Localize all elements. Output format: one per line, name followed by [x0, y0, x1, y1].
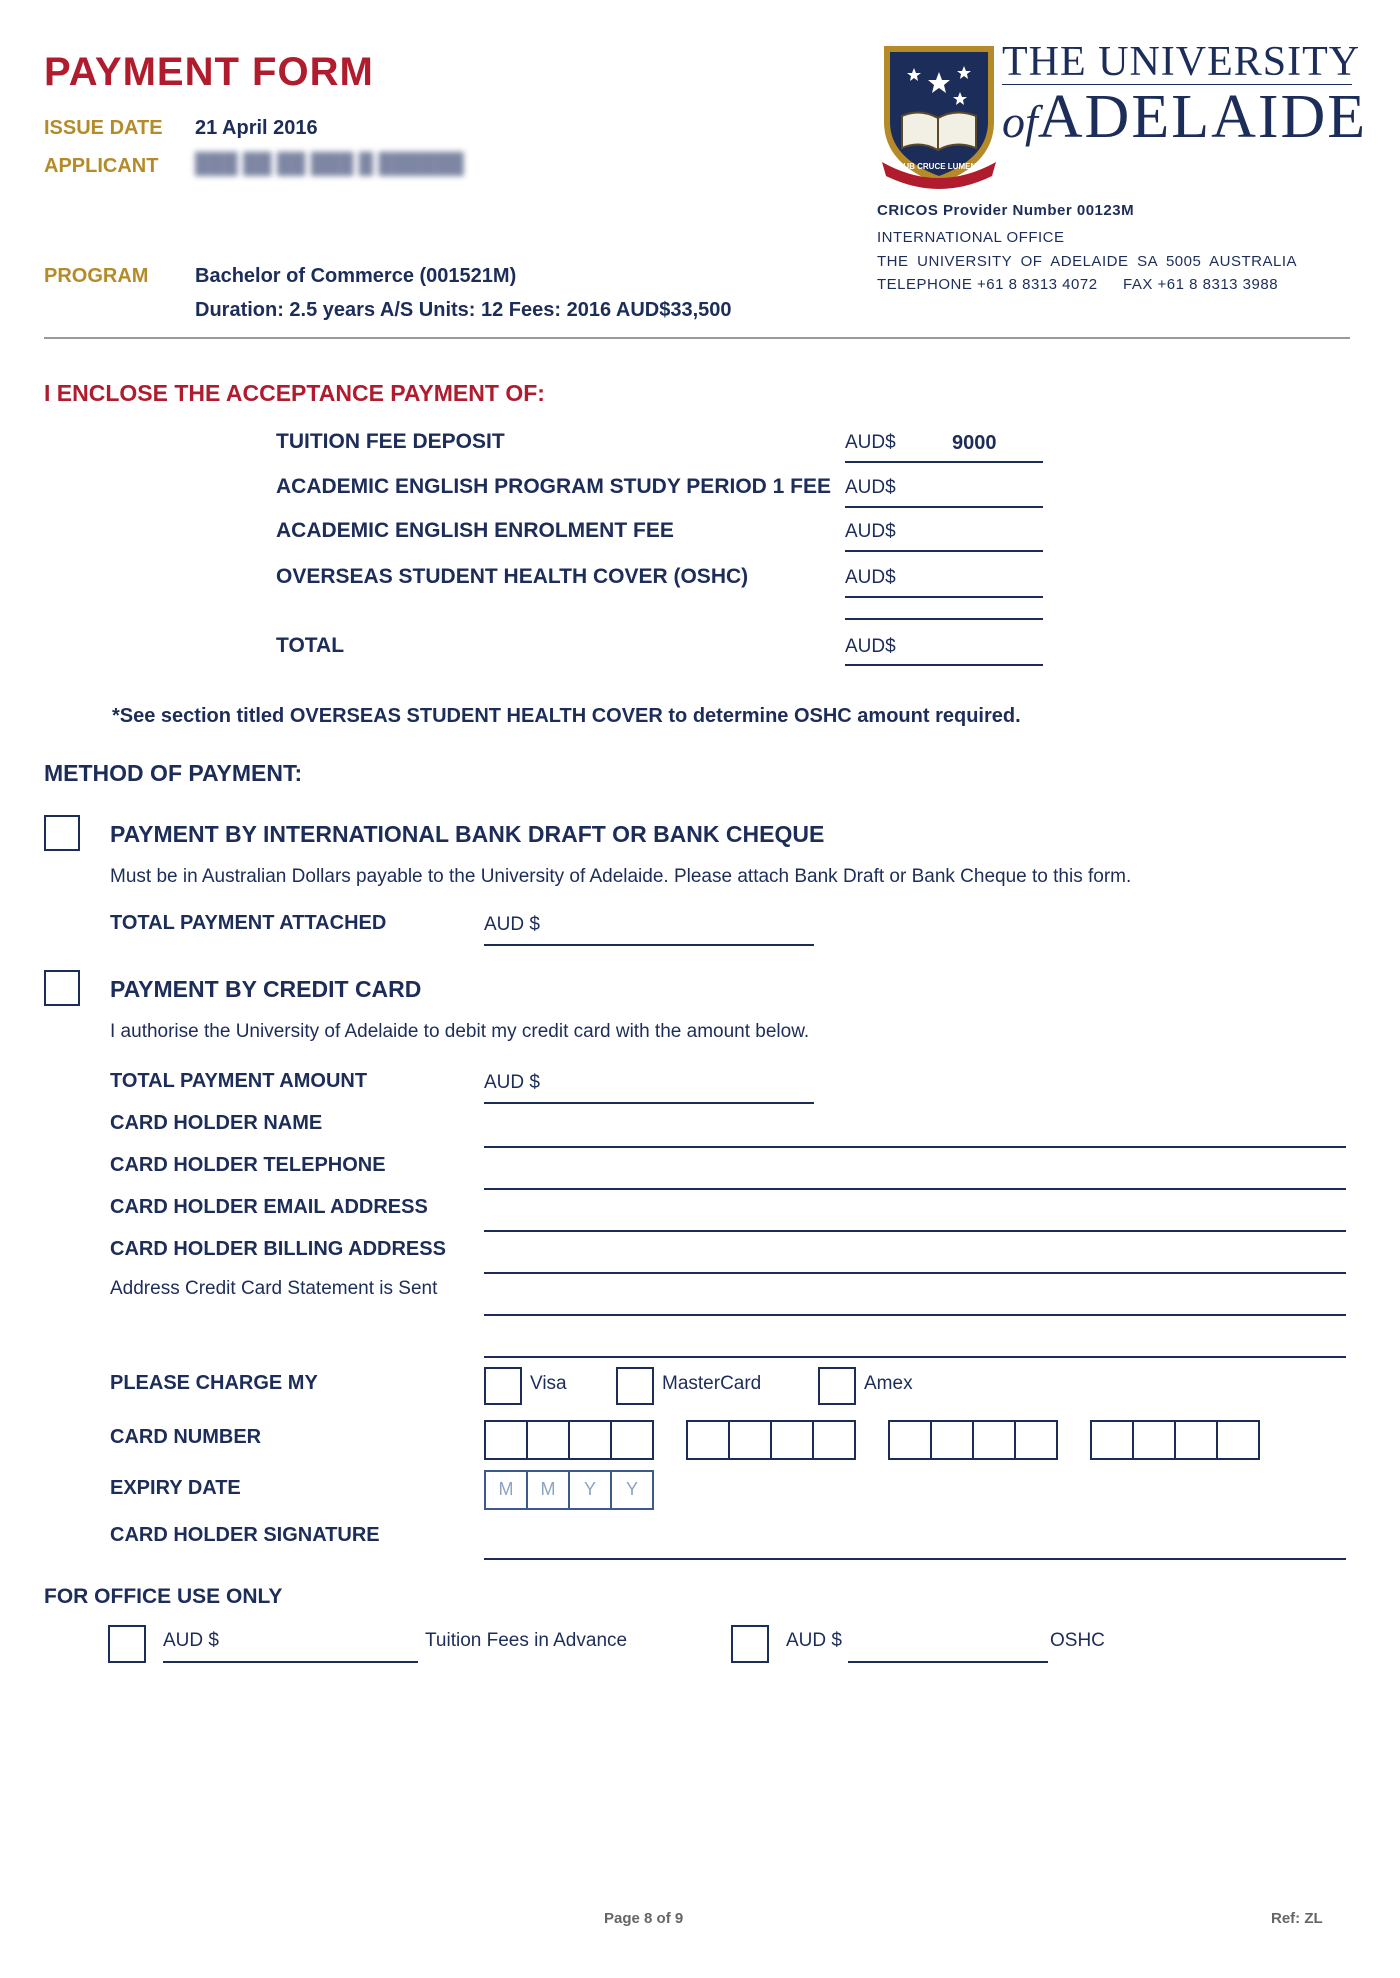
card-number-digit[interactable]	[1216, 1420, 1260, 1460]
program-name: Bachelor of Commerce (001521M)	[195, 265, 517, 287]
signature-line[interactable]	[484, 1558, 1346, 1560]
expiry-year-1[interactable]: Y	[568, 1470, 612, 1510]
total-currency: AUD$	[845, 636, 896, 657]
university-of: of	[1002, 96, 1038, 147]
expiry-label: EXPIRY DATE	[110, 1477, 241, 1499]
visa-checkbox[interactable]	[484, 1367, 522, 1405]
item-currency: AUD$	[845, 521, 896, 542]
card-number-label: CARD NUMBER	[110, 1426, 262, 1448]
oshc-amount-line[interactable]	[845, 596, 1043, 598]
issue-date-value: 21 April 2016	[195, 117, 318, 139]
expiry-month-1[interactable]: M	[484, 1470, 528, 1510]
card-holder-email-line[interactable]	[484, 1230, 1346, 1232]
billing-note: Address Credit Card Statement is Sent	[110, 1278, 438, 1299]
card-number-digit[interactable]	[888, 1420, 932, 1460]
card-total-currency: AUD $	[484, 1072, 540, 1093]
applicant-value-redacted: ███ ██ ██ ███ █ ██████	[195, 153, 464, 175]
card-number-digit[interactable]	[1132, 1420, 1176, 1460]
item-label-oshc: OVERSEAS STUDENT HEALTH COVER (OSHC)	[276, 565, 749, 588]
office-use-heading: FOR OFFICE USE ONLY	[44, 1585, 283, 1608]
credit-card-title: PAYMENT BY CREDIT CARD	[110, 976, 422, 1002]
office-amount-line-2[interactable]	[848, 1661, 1048, 1663]
card-number-digit[interactable]	[770, 1420, 814, 1460]
card-holder-billing-line-2[interactable]	[484, 1314, 1346, 1316]
program-label: PROGRAM	[44, 265, 149, 287]
office-currency-1: AUD $	[163, 1630, 219, 1651]
total-label: TOTAL	[276, 634, 345, 657]
issue-date-label: ISSUE DATE	[44, 117, 163, 139]
item-label-tuition: TUITION FEE DEPOSIT	[276, 430, 505, 453]
card-number-digit[interactable]	[812, 1420, 856, 1460]
item-label-english-fee: ACADEMIC ENGLISH PROGRAM STUDY PERIOD 1 FEE	[276, 475, 832, 498]
credit-card-checkbox[interactable]	[44, 970, 80, 1006]
bank-total-amount-line[interactable]	[484, 944, 814, 946]
item-currency: AUD$	[845, 477, 896, 498]
credit-card-desc: I authorise the University of Adelaide to debit my credit card with the amount below.	[110, 1021, 810, 1042]
card-total-amount-line[interactable]	[484, 1102, 814, 1104]
page-number: Page 8 of 9	[604, 1910, 684, 1927]
office-fax: FAX +61 8 8313 3988	[1123, 276, 1279, 293]
bank-total-label: TOTAL PAYMENT ATTACHED	[110, 912, 387, 934]
card-number-digit[interactable]	[568, 1420, 612, 1460]
bank-draft-desc: Must be in Australian Dollars payable to the University of Adelaide. Please attach Bank Draft or Bank Cheque to this form.	[110, 866, 1132, 887]
method-heading: METHOD OF PAYMENT:	[44, 760, 303, 786]
university-name-line1: THE UNIVERSITY	[1002, 39, 1361, 85]
enrolment-fee-amount-line[interactable]	[845, 550, 1043, 552]
office-tuition-checkbox[interactable]	[108, 1625, 146, 1663]
mastercard-label: MasterCard	[662, 1373, 762, 1394]
office-name: INTERNATIONAL OFFICE	[877, 229, 1065, 246]
amex-checkbox[interactable]	[818, 1367, 856, 1405]
bank-draft-checkbox[interactable]	[44, 815, 80, 851]
office-oshc-checkbox[interactable]	[731, 1625, 769, 1663]
office-address: THE UNIVERSITY OF ADELAIDE SA 5005 AUSTRALIA	[877, 253, 1298, 270]
card-number-digit[interactable]	[972, 1420, 1016, 1460]
oshc-note: *See section titled OVERSEAS STUDENT HEALTH COVER to determine OSHC amount required.	[112, 705, 1021, 727]
card-holder-billing-line-3[interactable]	[484, 1356, 1346, 1358]
total-upper-line	[845, 618, 1043, 620]
expiry-year-2[interactable]: Y	[610, 1470, 654, 1510]
tuition-amount-line	[845, 461, 1043, 463]
enclose-heading: I ENCLOSE THE ACCEPTANCE PAYMENT OF:	[44, 380, 545, 406]
card-holder-name-line[interactable]	[484, 1146, 1346, 1148]
card-number-digit[interactable]	[728, 1420, 772, 1460]
card-holder-billing-label: CARD HOLDER BILLING ADDRESS	[110, 1238, 446, 1260]
university-name-line2	[1002, 84, 1367, 166]
card-holder-billing-line-1[interactable]	[484, 1272, 1346, 1274]
office-amount-line-1[interactable]	[163, 1661, 418, 1663]
card-number-digit[interactable]	[930, 1420, 974, 1460]
bank-draft-title: PAYMENT BY INTERNATIONAL BANK DRAFT OR BANK CHEQUE	[110, 821, 825, 847]
card-number-digit[interactable]	[610, 1420, 654, 1460]
header-divider	[44, 337, 1350, 339]
form-title: PAYMENT FORM	[44, 50, 374, 94]
card-number-digit[interactable]	[1014, 1420, 1058, 1460]
card-number-digit[interactable]	[686, 1420, 730, 1460]
card-number-digit[interactable]	[526, 1420, 570, 1460]
card-number-digit[interactable]	[1090, 1420, 1134, 1460]
bank-total-currency: AUD $	[484, 914, 540, 935]
program-details: Duration: 2.5 years A/S Units: 12 Fees: 2016 AUD$33,500	[195, 299, 732, 321]
card-total-label: TOTAL PAYMENT AMOUNT	[110, 1070, 368, 1092]
item-value-tuition[interactable]: 9000	[952, 432, 997, 454]
crest-motto: SUB CRUCE LUMEN	[898, 162, 977, 171]
reference: Ref: ZL	[1271, 1910, 1323, 1927]
office-currency-2: AUD $	[786, 1630, 842, 1651]
item-currency: AUD$	[845, 432, 896, 453]
mastercard-checkbox[interactable]	[616, 1367, 654, 1405]
card-holder-phone-line[interactable]	[484, 1188, 1346, 1190]
cricos-number: CRICOS Provider Number 00123M	[877, 202, 1135, 219]
card-holder-email-label: CARD HOLDER EMAIL ADDRESS	[110, 1196, 428, 1218]
expiry-month-2[interactable]: M	[526, 1470, 570, 1510]
signature-label: CARD HOLDER SIGNATURE	[110, 1524, 380, 1546]
item-label-enrolment-fee: ACADEMIC ENGLISH ENROLMENT FEE	[276, 519, 674, 542]
card-holder-name-label: CARD HOLDER NAME	[110, 1112, 323, 1134]
total-amount-line[interactable]	[845, 664, 1043, 666]
english-fee-amount-line[interactable]	[845, 506, 1043, 508]
charge-label: PLEASE CHARGE MY	[110, 1372, 318, 1394]
card-number-digit[interactable]	[1174, 1420, 1218, 1460]
office-item-2: OSHC	[1050, 1630, 1105, 1651]
visa-label: Visa	[530, 1373, 567, 1394]
card-number-digit[interactable]	[484, 1420, 528, 1460]
applicant-label: APPLICANT	[44, 155, 159, 177]
card-holder-phone-label: CARD HOLDER TELEPHONE	[110, 1154, 386, 1176]
item-currency: AUD$	[845, 567, 896, 588]
office-item-1: Tuition Fees in Advance	[425, 1630, 628, 1651]
office-telephone: TELEPHONE +61 8 8313 4072	[877, 276, 1098, 293]
university-adelaide: ADELAIDE	[1037, 83, 1368, 151]
amex-label: Amex	[864, 1373, 913, 1394]
